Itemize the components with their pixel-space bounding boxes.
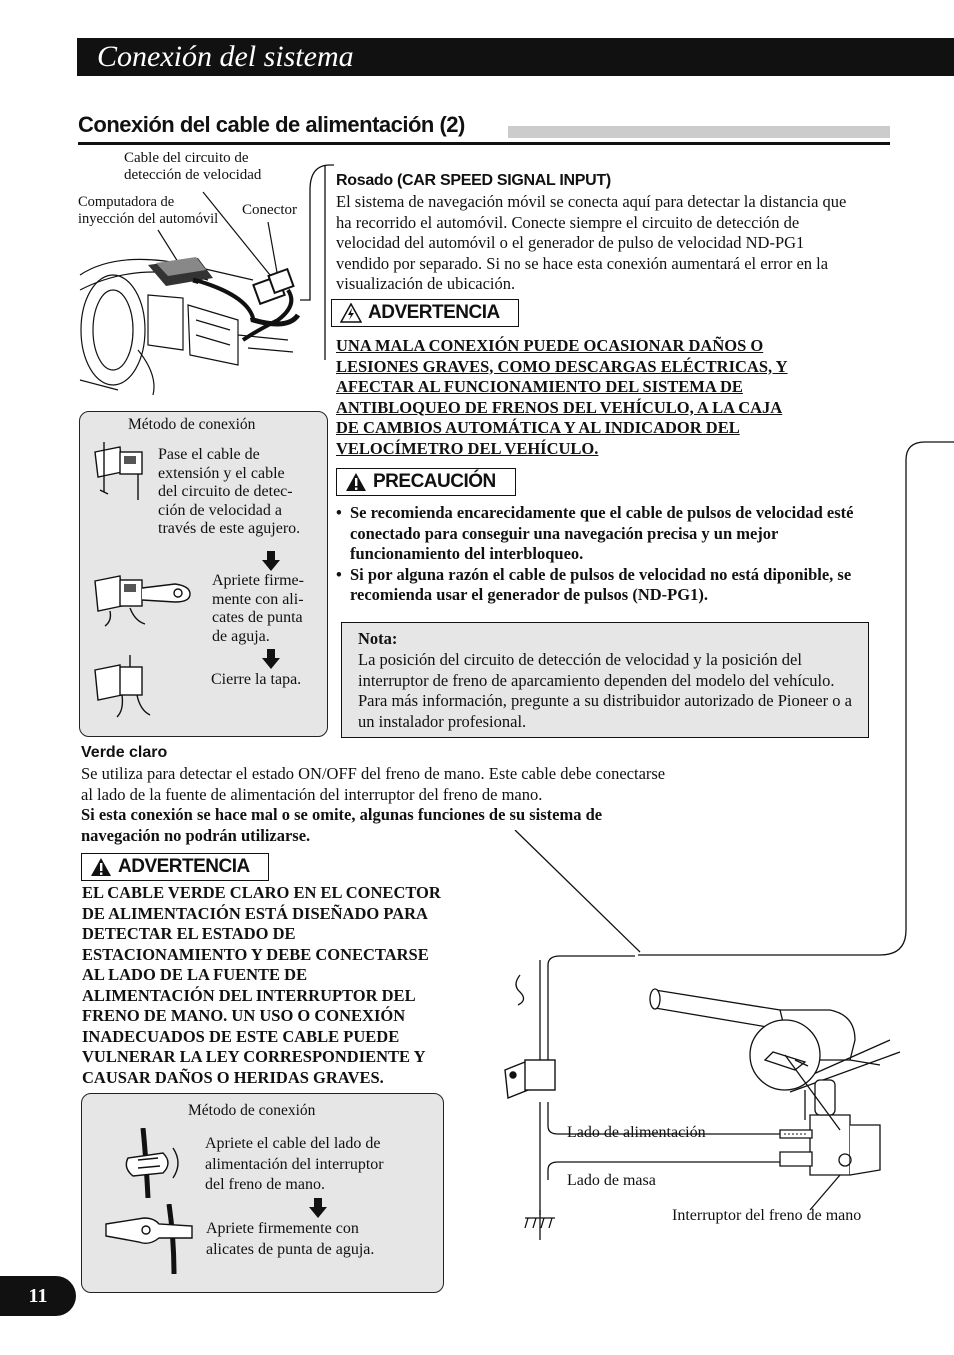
label-connector: Conector [242, 202, 297, 218]
caution-triangle-icon [90, 857, 112, 877]
method1-step1: Pase el cable de extensión y el cable del circuito de detec- ción de velocidad a través de este agujero. [158, 446, 301, 537]
caution-list [336, 503, 856, 606]
label-injection-computer: Computadora de inyección del automóvil [78, 194, 219, 227]
pink-text: El sistema de navegación móvil se conecta aquí para detectar la distancia que ha recorrido el automóvil. Conecte siempre el circuito de detección de velocidad del automóvil o el generador de pulso de velocidad ND-PG1 vendido por separado. Si no se hace esta conexión aumentará el error en la visualización de ubicación. [336, 192, 847, 293]
caution-bullet: • Se recomienda encarecidamente que el cable de pulsos de velocidad esté conectado para conseguir una navegación precisa y un mejor funcionamiento del interbloqueo. [336, 503, 856, 565]
caution-triangle-icon [345, 472, 367, 492]
method1-step3: Cierre la tapa. [211, 671, 302, 688]
label-speed-cable: Cable del circuito de detección de velocidad [124, 150, 262, 183]
header-title: Conexión del sistema [97, 40, 354, 73]
warning1-line: VELOCÍMETRO DEL VEHÍCULO. [336, 438, 599, 458]
arrow-down-icon [309, 1198, 327, 1218]
warning2-line: CAUSAR DAÑOS O HERIDAS GRAVES. [82, 1067, 384, 1087]
page-header [77, 38, 954, 76]
green-heading: Verde claro [81, 744, 168, 761]
caution-bullet-text: Se recomienda encarecidamente que el cable de pulsos de velocidad esté conectado para conseguir una navegación precisa y un mejor funcionamiento del interbloqueo. [350, 503, 854, 563]
arrow-down-icon [262, 649, 280, 669]
warning2-line: INADECUADOS DE ESTE CABLE PUEDE [82, 1026, 400, 1046]
note-text: La posición del circuito de detección de velocidad y la posición del interruptor de freno de aparcamiento dependen del modelo del vehículo. Para más información, pregunte a su distribuidor autorizado de Pioneer o a un instalador profesional. [358, 650, 852, 731]
warning1-text [336, 336, 856, 459]
clip-connector-icon [118, 1128, 188, 1198]
method1-title: Método de conexión [128, 416, 256, 433]
note-title: Nota: [358, 629, 398, 648]
page-number: 11 [0, 1276, 76, 1316]
warning1-line: DE CAMBIOS AUTOMÁTICA Y AL INDICADOR DEL [336, 418, 740, 437]
method2-step1: Apriete el cable del lado de alimentación del interruptor del freno de mano. [205, 1135, 384, 1193]
green-bold-text: Si esta conexión se hace mal o se omite, algunas funciones de su sistema de navegación no podrán utilizarse. [81, 805, 603, 845]
connector-closed-icon [92, 655, 162, 720]
section-title-bar [78, 112, 890, 145]
warning2-text [82, 883, 502, 1088]
pliers-icon [90, 566, 200, 628]
warning2-line: VULNERAR LA LEY CORRESPONDIENTE Y [82, 1047, 426, 1066]
label-handbrake-switch: Interruptor del freno de mano [672, 1207, 862, 1224]
caution-bullet-text: Si por alguna razón el cable de pulsos de velocidad no está diponible, se recomienda usar el generador de pulsos (ND-PG1). [350, 564, 852, 604]
warning2-line: FRENO DE MANO. UN USO O CONEXIÓN [82, 1006, 406, 1025]
warning-triangle-icon [340, 303, 362, 323]
caution-label-box [336, 468, 516, 496]
pink-heading: Rosado (CAR SPEED SIGNAL INPUT) [336, 172, 611, 189]
section-title: Conexión del cable de alimentación (2) [78, 112, 473, 138]
caution-bullet: • Si por alguna razón el cable de pulsos de velocidad no está diponible, se recomienda usar el generador de pulsos (ND-PG1). [336, 565, 856, 606]
warning2-line: DETECTAR EL ESTADO DE [82, 924, 296, 943]
warning2-line: ALIMENTACIÓN DEL INTERRUPTOR DEL [82, 985, 416, 1005]
warning1-line: ANTIBLOQUEO DE FRENOS DEL VEHÍCULO, A LA CAJA [336, 397, 783, 417]
warning1-label: ADVERTENCIA [368, 302, 500, 323]
warning2-line: DE ALIMENTACIÓN ESTÁ DISEÑADO PARA [82, 903, 428, 923]
label-power-side: Lado de alimentación [567, 1124, 706, 1141]
green-text: Se utiliza para detectar el estado ON/OFF del freno de mano. Este cable debe conectarse al lado de la fuente de alimentación del interruptor del freno de mano. [81, 764, 666, 804]
warning2-line: AL LADO DE LA FUENTE DE [82, 965, 308, 984]
warning2-line: EL CABLE VERDE CLARO EN EL CONECTOR [82, 883, 441, 902]
label-ground-side: Lado de masa [567, 1172, 656, 1189]
warning1-line: LESIONES GRAVES, COMO DESCARGAS ELÉCTRICAS, Y [336, 356, 788, 376]
caution-label: PRECAUCIÓN [373, 471, 496, 492]
arrow-down-icon [262, 551, 280, 571]
method2-title: Método de conexión [188, 1102, 316, 1119]
warning1-line: UNA MALA CONEXIÓN PUEDE OCASIONAR DAÑOS O [336, 336, 764, 355]
dashboard-illustration [78, 180, 328, 395]
warning2-label: ADVERTENCIA [118, 856, 250, 877]
warning-label-box [331, 299, 519, 327]
handbrake-wiring-diagram [440, 830, 950, 1240]
note-box [341, 622, 869, 738]
warning2-label-box [81, 853, 269, 881]
method1-step2: Apriete firme- mente con ali- cates de punta de aguja. [212, 572, 304, 645]
pliers-icon [104, 1204, 196, 1274]
connector-open-icon [90, 442, 155, 502]
warning2-line: ESTACIONAMIENTO Y DEBE CONECTARSE [82, 944, 429, 964]
warning1-line: AFECTAR AL FUNCIONAMIENTO DEL SISTEMA DE [336, 377, 743, 396]
method2-step2: Apriete firmemente con alicates de punta de aguja. [206, 1220, 375, 1258]
section-title-shade [508, 126, 890, 138]
